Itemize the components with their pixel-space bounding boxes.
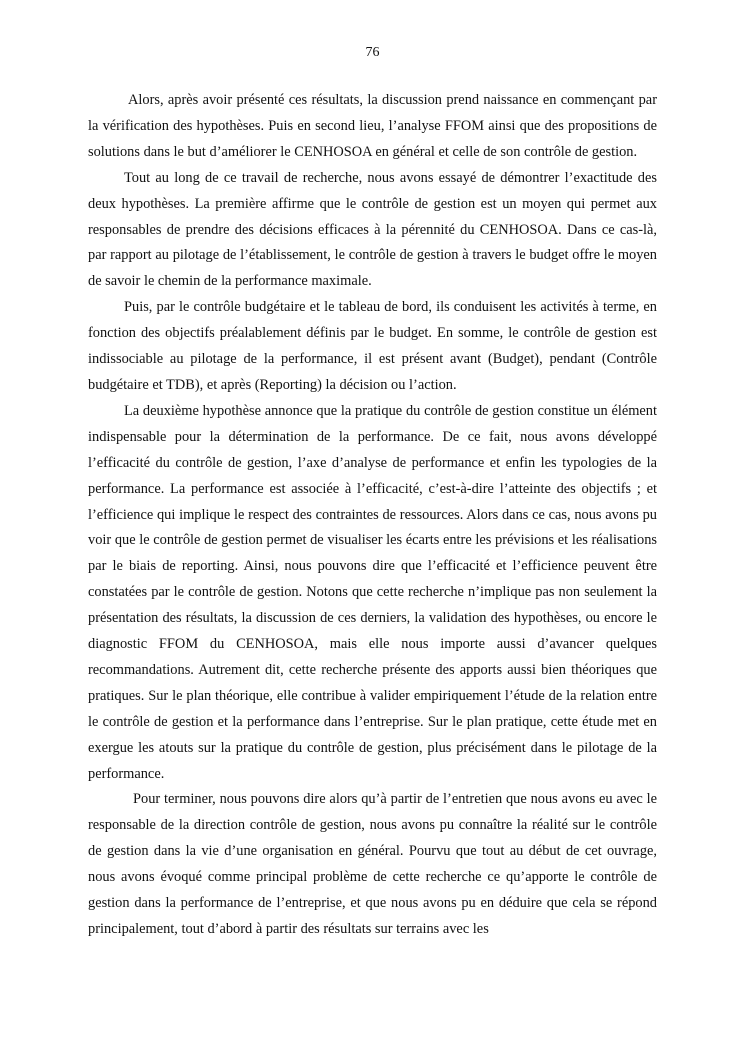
page-number: 76 [365,45,380,60]
body-text [88,88,657,943]
paragraph-conclusion: Pour terminer, nous pouvons dire alors qu’à partir de l’entretien que nous avons eu avec le responsable de la direction contrôle de gestion, nous avons pu connaître la réalité sur le contrôle de gestion dans la vie d’une organisation en général. Pourvu que tout au début de cet ouvrage, nous avons évoqué comme principal problème de cette recherche ce qu’apporte le contrôle de gestion dans la performance de l’entreprise, et que nous avons pu en déduire que cela se répond principalement, tout d’abord à partir des résultats sur terrains avec les [88,791,657,937]
paragraph-introduction: Alors, après avoir présenté ces résultats, la discussion prend naissance en commençant par la vérification des hypothèses. Puis en second lieu, l’analyse FFOM ainsi que des propositions de solutions dans le but d’améliorer le CENHOSOA en général et celle de son contrôle de gestion. [88,92,657,160]
paragraph-second-hypothesis: La deuxième hypothèse annonce que la pratique du contrôle de gestion constitue un élément indispensable pour la détermination de la performance. De ce fait, nous avons développé l’efficacité du contrôle de gestion, l’axe d’analyse de performance et enfin les typologies de la performance. La performance est associée à l’efficacité, c’est-à-dire l’atteinte des objectifs ; et l’efficience qui implique le respect des contraintes de ressources. Alors dans ce cas, nous avons pu voir que le contrôle de gestion permet de visualiser les écarts entre les prévisions et les réalisations par le biais de reporting. Ainsi, nous pouvons dire que l’efficacité et l’efficience peuvent être constatées par le contrôle de gestion. Notons que cette recherche n’implique pas non seulement la présentation des résultats, la discussion de ces derniers, la validation des hypothèses, ou encore le diagnostic FFOM du CENHOSOA, mais elle nous importe aussi d’avancer quelques recommandations. Autrement dit, cette recherche présente des apports aussi bien théoriques que pratiques. Sur le plan théorique, elle contribue à valider empiriquement l’étude de la relation entre le contrôle de gestion et la performance dans l’entreprise. Sur le plan pratique, cette étude met en exergue les atouts sur la pratique du contrôle de gestion, plus précisément dans le pilotage de la performance. [88,402,657,782]
paragraph-first-hypothesis: Tout au long de ce travail de recherche, nous avons essayé de démontrer l’exactitude des deux hypothèses. La première affirme que le contrôle de gestion est un moyen qui permet aux responsables de prendre des décisions efficaces à la pérennité du CENHOSOA. Dans ce cas-là, par rapport au pilotage de l’établissement, le contrôle de gestion à travers le budget offre le moyen de savoir le chemin de la performance maximale. [88,169,657,290]
paragraph-budget-control: Puis, par le contrôle budgétaire et le tableau de bord, ils conduisent les activités à terme, en fonction des objectifs préalablement définis par le budget. En somme, le contrôle de gestion est indissociable au pilotage de la performance, il est présent avant (Budget), pendant (Contrôle budgétaire et TDB), et après (Reporting) la décision ou l’action. [88,299,657,393]
